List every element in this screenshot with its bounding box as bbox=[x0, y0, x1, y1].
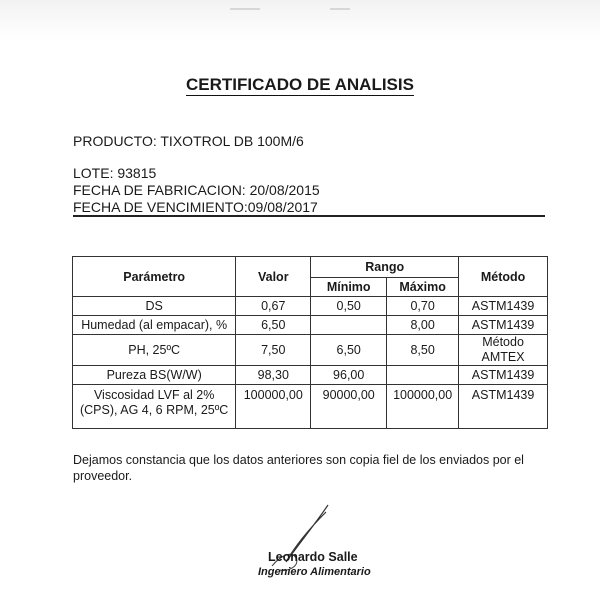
cell-minimo bbox=[311, 316, 387, 335]
table-row bbox=[73, 335, 548, 366]
cell-metodo: ASTM1439 bbox=[459, 366, 548, 385]
scan-artifact bbox=[0, 0, 600, 40]
cell-maximo: 100000,00 bbox=[387, 385, 459, 429]
cell-metodo: ASTM1439 bbox=[459, 385, 548, 429]
header-rango: Rango bbox=[311, 257, 459, 278]
cell-metodo: Método AMTEX bbox=[459, 335, 548, 366]
cell-minimo: 6,50 bbox=[311, 335, 387, 366]
cell-parametro: Viscosidad LVF al 2% (CPS), AG 4, 6 RPM, 25ºC bbox=[73, 385, 236, 429]
cell-maximo: 8,50 bbox=[387, 335, 459, 366]
cell-parametro: Humedad (al empacar), % bbox=[73, 316, 236, 335]
table-row bbox=[73, 385, 548, 429]
cell-minimo: 0,50 bbox=[311, 297, 387, 316]
product-line: PRODUCTO: TIXOTROL DB 100M/6 bbox=[73, 133, 304, 149]
table-row bbox=[73, 297, 548, 316]
scan-mark bbox=[230, 8, 260, 10]
cell-parametro: PH, 25ºC bbox=[73, 335, 236, 366]
table-row bbox=[73, 366, 548, 385]
cell-valor: 100000,00 bbox=[236, 385, 311, 429]
document-title: CERTIFICADO DE ANALISIS bbox=[186, 75, 414, 94]
expiry-date-line: FECHA DE VENCIMIENTO:09/08/2017 bbox=[73, 199, 318, 215]
cell-valor: 98,30 bbox=[236, 366, 311, 385]
cell-metodo: ASTM1439 bbox=[459, 316, 548, 335]
cell-metodo: ASTM1439 bbox=[459, 297, 548, 316]
cell-valor: 6,50 bbox=[236, 316, 311, 335]
lot-line: LOTE: 93815 bbox=[73, 165, 157, 181]
cell-minimo: 96,00 bbox=[311, 366, 387, 385]
table-row bbox=[73, 316, 548, 335]
cell-minimo: 90000,00 bbox=[311, 385, 387, 429]
signer-role: Ingeniero Alimentario bbox=[258, 566, 371, 578]
cell-maximo: 8,00 bbox=[387, 316, 459, 335]
header-parametro: Parámetro bbox=[73, 257, 236, 297]
cell-maximo bbox=[387, 366, 459, 385]
scan-mark bbox=[330, 8, 350, 10]
analysis-table bbox=[72, 256, 548, 429]
cell-valor: 0,67 bbox=[236, 297, 311, 316]
cell-parametro: Pureza BS(W/W) bbox=[73, 366, 236, 385]
header-valor: Valor bbox=[236, 257, 311, 297]
cell-maximo: 0,70 bbox=[387, 297, 459, 316]
separator-rule bbox=[73, 215, 545, 217]
disclaimer-note: Dejamos constancia que los datos anteriores son copia fiel de los enviados por el proveedor. bbox=[73, 453, 524, 483]
header-minimo: Mínimo bbox=[311, 278, 387, 297]
cell-valor: 7,50 bbox=[236, 335, 311, 366]
cell-parametro: DS bbox=[73, 297, 236, 316]
header-maximo: Máximo bbox=[387, 278, 459, 297]
signer-name: Leonardo Salle bbox=[268, 550, 358, 564]
manufacture-date-line: FECHA DE FABRICACION: 20/08/2015 bbox=[73, 182, 320, 198]
header-metodo: Método bbox=[459, 257, 548, 297]
